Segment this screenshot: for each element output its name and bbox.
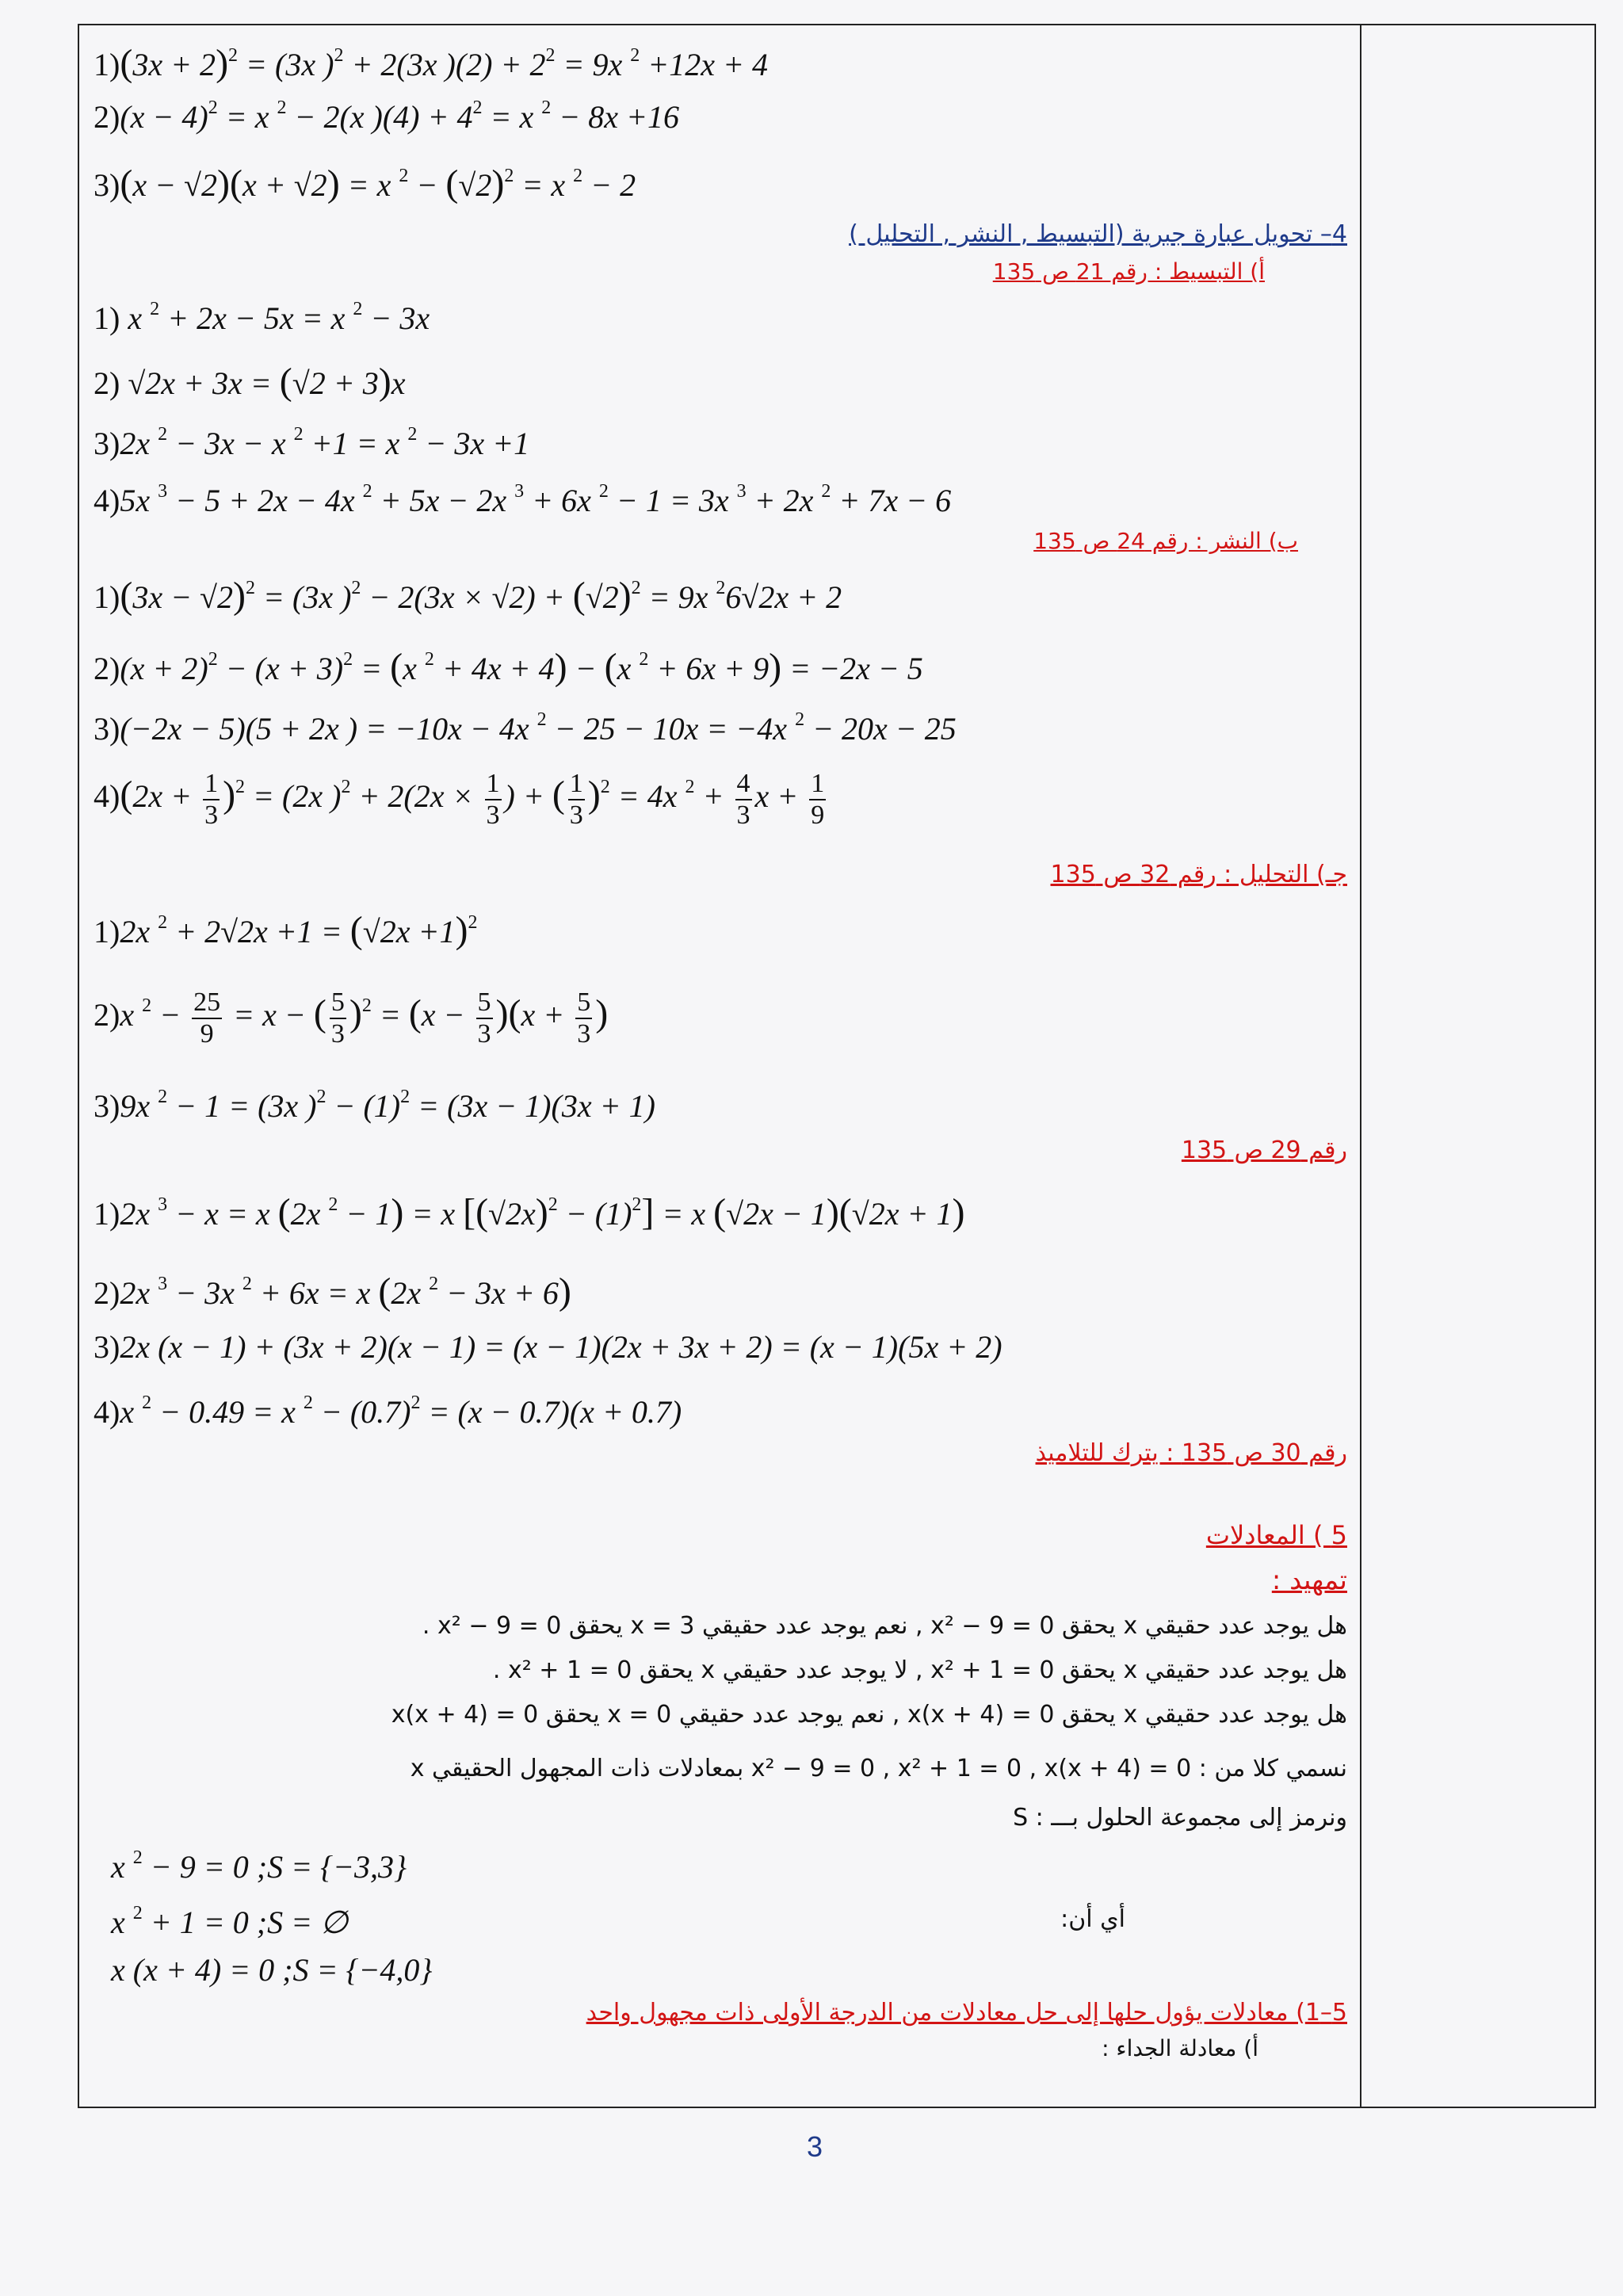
ex29-4: 4)x $^2$ − 0.49 = x $^2 - (0.7)^2 = (x - 0.7)(x + 0.7)$ xyxy=(94,1392,682,1430)
ex29-2: 2)2x $^3$ − 3x $^2$ + 6x = x (2x $^2$ − 3x + 6) xyxy=(94,1270,571,1312)
subsection-5-1-title: 5–1) معادلات يؤول حلها إلى حل معادلات من الدرجة الأولى ذات مجهول واحد xyxy=(586,1999,1347,2027)
expand-title: ب) النشر : رقم 24 ص 135 xyxy=(1033,528,1298,554)
naming-text: نسمي كلا من : x² − 9 = 0 , x² + 1 = 0 , x(x + 4) = 0 بمعادلات ذات المجهول الحقيقي x xyxy=(410,1755,1347,1782)
page-number: 3 xyxy=(806,2130,823,2163)
expand-1: $1)(3x - √2)^2 = (3x$ )$^2 - 2(3x \times √2) + (√2)^2 = 9x$ $^2$6√2x + 2 xyxy=(94,575,842,617)
simplify-4: 4)5x $^3$ − 5 + 2x − 4x $^2$ + 5x − 2x $^3$ + 6x $^2$ − 1 = 3x $^3$ + 2x $^2$ + 7x − 6 xyxy=(94,481,952,518)
ex29-title: رقم 29 ص 135 xyxy=(1181,1137,1347,1164)
identity-2: $2)(x - 4)^2 = x$ $^2$ − 2(x )$(4) + 4^2 = x$ $^2$ − 8x +16 xyxy=(94,97,679,135)
solution-set-1: x $^2$ − 9 = 0 ;S = {−3,3} xyxy=(111,1847,407,1885)
solution-set-3: x (x + 4) = 0 ;S = {−4,0} xyxy=(111,1952,433,1988)
factor-2: 2)x $^2$ − $\frac{25}{9}$ = x − ( $\frac{5}{3}$ )$^2$ = (x − $\frac{5}{3}$ )(x + $\frac{5}{3}$ ) xyxy=(94,988,609,1049)
ex29-1: 1)2x $^3$ − x = x (2x $^2$ − 1) = x $[(√2x)^2 - (1)^2] = x$ (√2x − 1)(√2x + 1) xyxy=(94,1191,965,1233)
notation-text: ونرمز إلى مجموعة الحلول بـــ : S xyxy=(1013,1804,1347,1832)
simplify-title: أ) التبسيط : رقم 21 ص 135 xyxy=(992,258,1265,285)
question-3: هل يوجد عدد حقيقي x يحقق x(x + 4) = 0 , نعم يوجد عدد حقيقي x = 0 يحقق x(x + 4) = 0 xyxy=(391,1701,1347,1729)
ex29-3: 3)2x (x − 1) + (3x + 2)(x − 1) = (x − 1)(2x + 3x + 2) = (x − 1)(5x + 2) xyxy=(94,1329,1002,1365)
section5-intro: تمهيد : xyxy=(1271,1564,1347,1596)
section5-title: 5 ) المعادلات xyxy=(1205,1520,1347,1550)
identity-1: $1)(3x + 2)^2 = (3x$ )$^2$ + 2(3x )$(2) + 2^2 = 9x$ $^2$ +12x + 4 xyxy=(94,42,768,84)
product-equation-label: أ) معادلة الجداء : xyxy=(1102,2035,1258,2061)
simplify-3: 3)2x $^2$ − 3x − x $^2$ +1 = x $^2$ − 3x +1 xyxy=(94,424,530,461)
page-frame xyxy=(78,24,1596,2108)
identity-3: 3)(x − √2)(x + √2) = x $^2 - (√2)^2 = x$ $^2$ − 2 xyxy=(94,162,636,204)
simplify-2: 2) √2x + 3x = (√2 + 3)x xyxy=(94,361,406,403)
expand-3: 3)(−2x − 5)(5 + 2x ) = −10x − 4x $^2$ − 25 − 10x = −4x $^2$ − 20x − 25 xyxy=(94,709,957,747)
solution-set-2: x $^2$ + 1 = 0 ;S = ∅ xyxy=(111,1903,348,1940)
section4-title: 4– تحويل عبارة جبرية (التبسيط , النشر , التحليل ) xyxy=(849,220,1347,248)
simplify-1: 1) x $^2$ + 2x − 5x = x $^2$ − 3x xyxy=(94,299,430,336)
factor-3: 3)9x $^2$ − 1 = (3x )$^2 - (1)^2 = (3x - 1)(3x + 1)$ xyxy=(94,1087,655,1124)
ex30-title: رقم 30 ص 135 : يترك للتلاميذ xyxy=(1035,1439,1347,1467)
question-2: هل يوجد عدد حقيقي x يحقق x² + 1 = 0 , لا يوجد عدد حقيقي x يحقق x² + 1 = 0 . xyxy=(492,1656,1347,1684)
that-is-label: أي أن: xyxy=(1060,1905,1125,1933)
column-divider xyxy=(1360,24,1361,2108)
factor-1: 1)2x $^2 + 2√2x +1 = (√2x +1)^2$ xyxy=(94,909,478,951)
question-1: هل يوجد عدد حقيقي x يحقق x² − 9 = 0 , نعم يوجد عدد حقيقي x = 3 يحقق x² − 9 = 0 . xyxy=(422,1612,1347,1640)
factor-title: جـ) التحليل : رقم 32 ص 135 xyxy=(1050,861,1347,888)
expand-4: 4)(2x + $\frac{1}{3}$ )$^2$ = (2x )$^2$ + 2(2x × $\frac{1}{3}$ ) + ( $\frac{1}{3}$ )$^2$ = 4x $^2$ + $\frac{4}{3}$ x + $\frac{1}{9}$ xyxy=(94,769,825,830)
expand-2: $2)(x + 2)^2 - (x + 3)^2 = (x$ $^2$ + 4x + 4) − (x $^2$ + 6x + 9) = −2x − 5 xyxy=(94,646,923,688)
